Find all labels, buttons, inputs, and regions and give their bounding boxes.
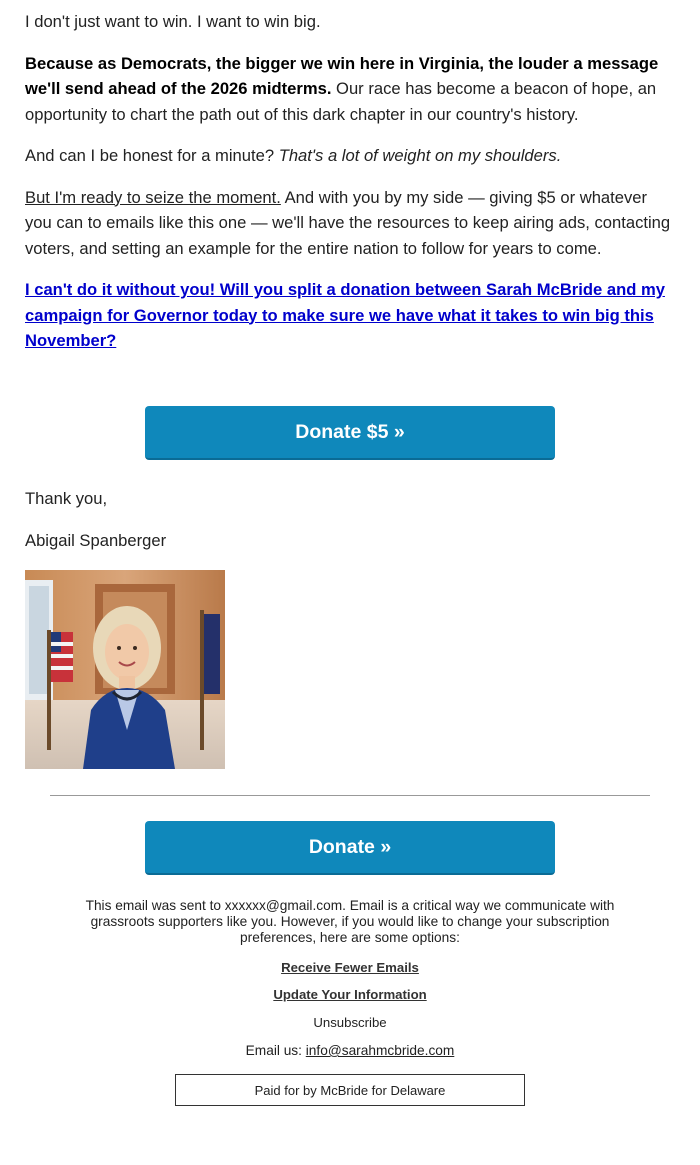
unsubscribe-link[interactable]: Unsubscribe — [313, 1015, 387, 1030]
honest-italic-text: That's a lot of weight on my shoulders. — [278, 146, 562, 165]
email-us-line — [0, 1043, 700, 1058]
moment-underline-text: But I'm ready to seize the moment. — [25, 187, 281, 207]
donate-5-button[interactable]: Donate $5 » — [145, 406, 555, 460]
receive-fewer-emails-link[interactable]: Receive Fewer Emails — [281, 960, 419, 975]
footer-divider — [50, 795, 650, 796]
split-donation-link[interactable]: I can't do it without you! Will you split a donation between Sarah McBride and my campaign for Governor today to make sure we have what it takes to win big this November? — [25, 280, 665, 350]
signature: Abigail Spanberger — [25, 531, 167, 550]
intro-paragraph — [25, 9, 677, 35]
candidate-photo — [25, 570, 225, 769]
subscription-notice: This email was sent to xxxxxx@gmail.com. Email is a critical way we communicate with grassroots supporters like you. However, if you would like to change your subscription preferences, here are some options: — [85, 898, 615, 945]
honest-paragraph — [25, 143, 677, 169]
democrats-text: Our race has become a beacon of hope, an opportunity to chart the path out of this dark chapter in our country's history. — [25, 79, 657, 124]
donate-button[interactable]: Donate » — [145, 821, 555, 875]
update-information-link[interactable]: Update Your Information — [273, 987, 427, 1002]
democrats-paragraph — [25, 51, 677, 128]
contact-email-link[interactable]: info@sarahmcbride.com — [305, 1043, 455, 1058]
email-us-label: Email us: — [245, 1043, 306, 1058]
email-body — [25, 9, 677, 378]
thanks-text: Thank you, — [25, 489, 108, 508]
democrats-bold-text: Because as Democrats, the bigger we win here in Virginia, the louder a message we'll send ahead of the 2026 midterms. — [25, 53, 659, 98]
paid-for-disclaimer: Paid for by McBride for Delaware — [175, 1074, 525, 1106]
honest-lead-text: And can I be honest for a minute? — [25, 146, 279, 165]
moment-paragraph — [25, 185, 677, 262]
moment-text: And with you by my side — giving $5 or whatever you can to emails like this one — we'll have the resources to keep airing ads, contacting voters, and setting an example for the entire nation to follow for years to come. — [25, 187, 671, 258]
intro-text: I don't just want to win. I want to win big. — [25, 12, 321, 31]
